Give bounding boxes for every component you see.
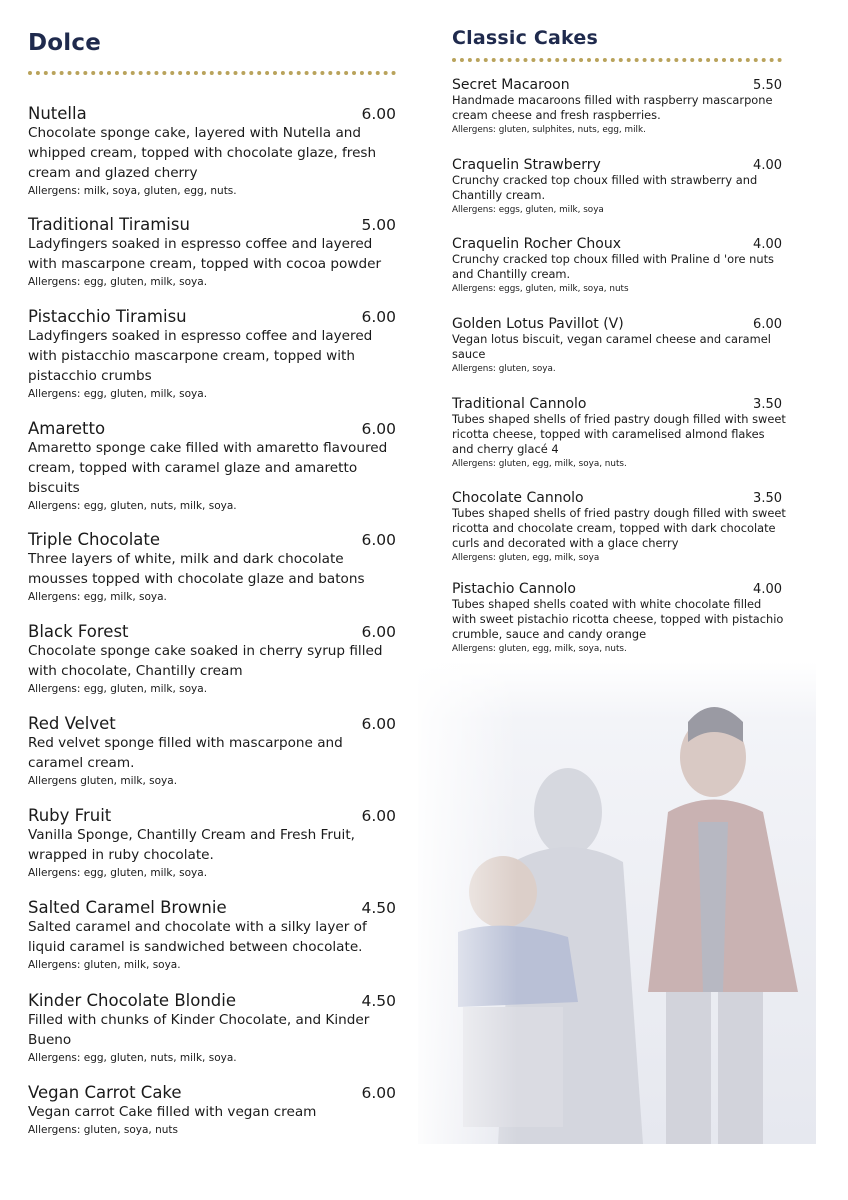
dotted-divider — [28, 71, 396, 75]
menu-item — [452, 157, 786, 216]
item-name: Vegan Carrot Cake — [28, 1083, 182, 1102]
item-allergens: Allergens: gluten, egg, milk, soya — [452, 553, 600, 563]
item-description: Red velvet sponge filled with mascarpone and caramel cream. — [28, 735, 343, 771]
item-allergens: Allergens gluten, milk, soya. — [28, 775, 178, 787]
menu-item — [452, 396, 786, 470]
menu-item — [28, 622, 396, 696]
item-name: Ruby Fruit — [28, 806, 112, 825]
item-price: 3.50 — [753, 397, 782, 412]
item-allergens: Allergens: eggs, gluten, milk, soya — [452, 205, 604, 215]
item-allergens: Allergens: gluten, sulphites, nuts, egg, milk. — [452, 125, 646, 135]
item-description: Three layers of white, milk and dark chocolate mousses topped with chocolate glaze and batons — [28, 551, 365, 587]
item-name: Triple Chocolate — [28, 530, 161, 549]
menu-item — [28, 806, 396, 880]
menu-item — [28, 898, 396, 972]
menu-item — [28, 530, 396, 604]
menu-item — [28, 991, 396, 1065]
item-price: 6.00 — [361, 715, 396, 733]
item-allergens: Allergens: gluten, soya. — [452, 364, 556, 374]
vintage-family-photo — [418, 662, 816, 1144]
section-title-dolce: Dolce — [28, 30, 102, 56]
menu-item — [452, 77, 786, 136]
menu-item — [28, 104, 396, 198]
item-price: 4.00 — [753, 582, 782, 597]
item-description: Ladyfingers soaked in espresso coffee and layered with pistacchio mascarpone cream, topped with pistacchio crumbs — [28, 328, 373, 384]
menu-item — [28, 215, 396, 289]
item-name: Chocolate Cannolo — [452, 490, 584, 506]
item-allergens: Allergens: milk, soya, gluten, egg, nuts. — [28, 185, 237, 197]
menu-item — [452, 236, 786, 295]
item-price: 6.00 — [361, 531, 396, 549]
item-allergens: Allergens: gluten, egg, milk, soya, nuts. — [452, 459, 627, 469]
menu-item — [28, 714, 396, 788]
item-name: Traditional Cannolo — [452, 396, 587, 412]
item-name: Black Forest — [28, 622, 129, 641]
item-price: 4.50 — [361, 992, 396, 1010]
item-price: 4.50 — [361, 899, 396, 917]
item-price: 6.00 — [361, 807, 396, 825]
item-description: Tubes shaped shells of fried pastry dough filled with sweet ricotta cheese, topped with caramelised almond flakes and cherry glacé 4 — [452, 412, 786, 456]
item-name: Golden Lotus Pavillot (V) — [452, 316, 624, 332]
item-description: Vegan carrot Cake filled with vegan cream — [28, 1104, 317, 1120]
item-description: Chocolate sponge cake soaked in cherry syrup filled with chocolate, Chantilly cream — [28, 643, 383, 679]
item-name: Pistacchio Tiramisu — [28, 307, 187, 326]
item-price: 6.00 — [361, 105, 396, 123]
item-description: Crunchy cracked top choux filled with Praline d 'ore nuts and Chantilly cream. — [452, 252, 774, 281]
item-description: Chocolate sponge cake, layered with Nutella and whipped cream, topped with chocolate glaze, fresh cream and glazed cherry — [28, 125, 377, 181]
item-allergens: Allergens: egg, gluten, milk, soya. — [28, 867, 208, 879]
item-name: Nutella — [28, 104, 87, 123]
item-price: 6.00 — [361, 623, 396, 641]
item-description: Vegan lotus biscuit, vegan caramel cheese and caramel sauce — [452, 332, 771, 361]
item-description: Tubes shaped shells coated with white chocolate filled with sweet pistachio ricotta cheese, topped with pistachio crumble, sauce and candy orange — [452, 597, 784, 641]
item-price: 6.00 — [361, 308, 396, 326]
item-allergens: Allergens: egg, gluten, milk, soya. — [28, 388, 208, 400]
menu-item — [28, 419, 396, 513]
item-allergens: Allergens: gluten, milk, soya. — [28, 959, 181, 971]
item-name: Craquelin Strawberry — [452, 157, 601, 173]
item-description: Handmade macaroons filled with raspberry mascarpone cream cheese and fresh raspberries. — [452, 93, 773, 122]
item-allergens: Allergens: egg, milk, soya. — [28, 591, 167, 603]
item-name: Secret Macaroon — [452, 77, 570, 93]
item-price: 6.00 — [753, 317, 782, 332]
item-allergens: Allergens: egg, gluten, milk, soya. — [28, 276, 208, 288]
item-name: Amaretto — [28, 419, 106, 438]
item-name: Pistachio Cannolo — [452, 581, 576, 597]
item-price: 5.50 — [753, 78, 782, 93]
item-description: Crunchy cracked top choux filled with strawberry and Chantilly cream. — [452, 173, 758, 202]
item-allergens: Allergens: egg, gluten, milk, soya. — [28, 683, 208, 695]
item-allergens: Allergens: gluten, egg, milk, soya, nuts. — [452, 644, 627, 654]
item-price: 4.00 — [753, 158, 782, 173]
item-allergens: Allergens: eggs, gluten, milk, soya, nuts — [452, 284, 629, 294]
item-name: Red Velvet — [28, 714, 116, 733]
section-title-classic-cakes: Classic Cakes — [452, 27, 598, 49]
menu-item — [28, 307, 396, 401]
dotted-divider — [452, 58, 782, 62]
item-name: Salted Caramel Brownie — [28, 898, 227, 917]
item-price: 4.00 — [753, 237, 782, 252]
item-price: 6.00 — [361, 420, 396, 438]
item-allergens: Allergens: egg, gluten, nuts, milk, soya. — [28, 500, 237, 512]
item-price: 5.00 — [361, 216, 396, 234]
menu-item — [452, 490, 786, 564]
item-name: Craquelin Rocher Choux — [452, 236, 622, 252]
item-description: Tubes shaped shells of fried pastry dough filled with sweet ricotta and chocolate cream, topped with dark chocolate curls and decorated with a glace cherry — [452, 506, 786, 550]
item-price: 6.00 — [361, 1084, 396, 1102]
item-name: Kinder Chocolate Blondie — [28, 991, 236, 1010]
menu-item — [28, 1083, 396, 1137]
item-allergens: Allergens: gluten, soya, nuts — [28, 1124, 178, 1136]
item-allergens: Allergens: egg, gluten, nuts, milk, soya. — [28, 1052, 237, 1064]
item-name: Traditional Tiramisu — [28, 215, 190, 234]
item-description: Salted caramel and chocolate with a silky layer of liquid caramel is sandwiched between chocolate. — [28, 919, 367, 955]
item-description: Amaretto sponge cake filled with amaretto flavoured cream, topped with caramel glaze and amaretto biscuits — [28, 440, 388, 496]
item-description: Vanilla Sponge, Chantilly Cream and Fresh Fruit, wrapped in ruby chocolate. — [28, 827, 355, 863]
menu-item — [452, 316, 786, 375]
item-description: Filled with chunks of Kinder Chocolate, and Kinder Bueno — [28, 1012, 370, 1048]
menu-item — [452, 581, 786, 655]
item-description: Ladyfingers soaked in espresso coffee and layered with mascarpone cream, topped with cocoa powder — [28, 236, 382, 272]
item-price: 3.50 — [753, 491, 782, 506]
